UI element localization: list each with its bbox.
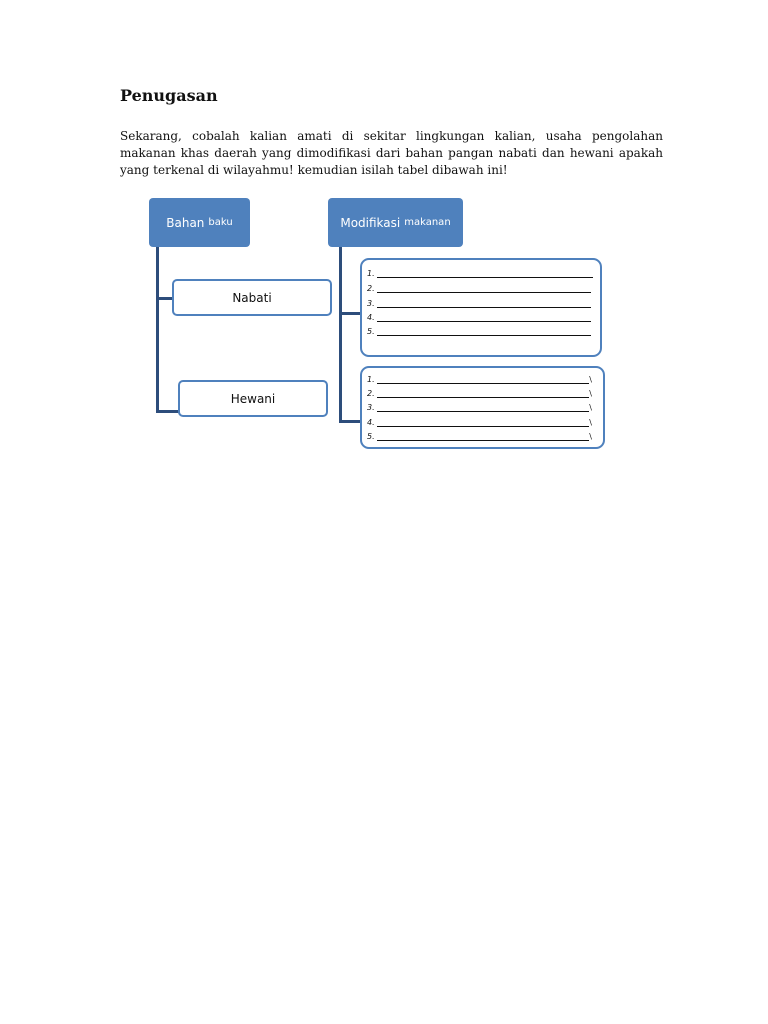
answer-blank	[377, 284, 591, 293]
modifikasi-main: Modifikasi	[340, 215, 401, 230]
hewani-list-item: 5. \	[367, 432, 592, 441]
hewani-list-box	[360, 366, 605, 449]
right-connector-vertical	[339, 247, 342, 423]
nabati-node	[172, 279, 332, 316]
modifikasi-sub: makanan	[404, 217, 451, 228]
hewani-list-item: 1. \	[367, 375, 592, 384]
answer-blank	[377, 432, 589, 441]
nabati-list-item: 1.	[367, 269, 593, 278]
nabati-list-item: 4.	[367, 313, 591, 322]
left-connector-hewani	[156, 410, 180, 413]
page-heading: Penugasan	[120, 86, 218, 105]
bahan-baku-main: Bahan	[166, 215, 205, 230]
answer-blank	[377, 389, 589, 398]
answer-blank	[377, 299, 591, 308]
bahan-baku-box	[149, 198, 250, 247]
left-connector-vertical	[156, 247, 159, 413]
right-connector-nabati-list	[339, 312, 362, 315]
hewani-node	[178, 380, 328, 417]
answer-blank	[377, 313, 591, 322]
nabati-label: Nabati	[232, 290, 272, 305]
nabati-list-item: 5.	[367, 327, 591, 336]
answer-blank	[377, 327, 591, 336]
hewani-list-item: 3. \	[367, 403, 592, 412]
answer-blank	[377, 418, 589, 427]
instruction-paragraph: Sekarang, cobalah kalian amati di sekitar lingkungan kalian, usaha pengolahan makanan khas daerah yang dimodifikasi dari bahan pangan nabati dan hewani apakah yang terkenal di wilayahmu! kemudian isilah tabel dibawah ini!	[120, 129, 663, 177]
right-connector-hewani-list	[339, 420, 362, 423]
nabati-list-box	[360, 258, 602, 357]
answer-blank	[377, 269, 593, 278]
nabati-list-item: 2.	[367, 284, 591, 293]
hewani-label: Hewani	[230, 391, 276, 406]
answer-blank	[377, 403, 589, 412]
bahan-baku-sub: baku	[208, 217, 233, 228]
answer-blank	[377, 375, 589, 384]
hewani-list-item: 2. \	[367, 389, 592, 398]
hewani-list-item: 4. \	[367, 418, 592, 427]
nabati-list-item: 3.	[367, 299, 591, 308]
modifikasi-makanan-box	[328, 198, 463, 247]
